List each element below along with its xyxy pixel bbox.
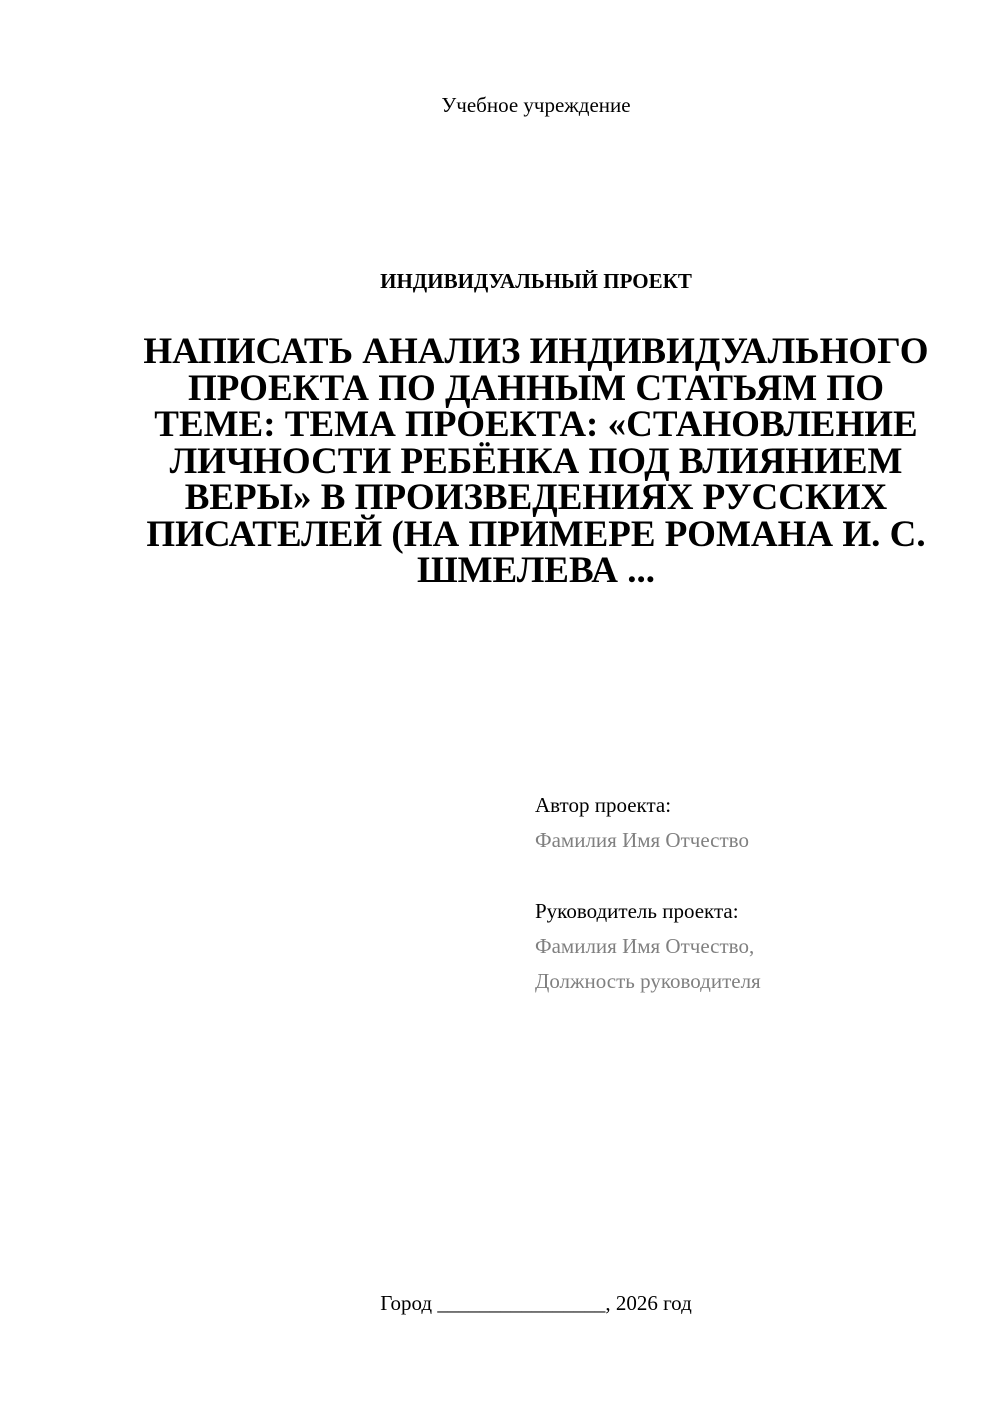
supervisor-block <box>535 894 975 999</box>
author-block <box>535 788 975 858</box>
author-name: Фамилия Имя Отчество <box>535 828 749 852</box>
institution-name: Учебное учреждение <box>441 93 631 117</box>
document-type: ИНДИВИДУАЛЬНЫЙ ПРОЕКТ <box>380 269 692 293</box>
city-year: Город ________________, 2026 год <box>380 1291 692 1315</box>
document-title: НАПИСАТЬ АНАЛИЗ ИНДИВИДУАЛЬНОГО ПРОЕКТА ПО ДАННЫМ СТАТЬЯМ ПО ТЕМЕ: ТЕМА ПРОЕКТА: «СТАНОВЛЕНИЕ ЛИЧНОСТИ РЕБЁНКА ПОД ВЛИЯНИЕМ ВЕРЫ» В ПРОИЗВЕДЕНИЯХ РУССКИХ ПИСАТЕЛЕЙ (НА ПРИМЕРЕ РОМАНА И. С. ШМЕЛЕВА ... <box>143 331 929 591</box>
author-label: Автор проекта: <box>535 793 672 817</box>
supervisor-position: Должность руководителя <box>535 969 761 993</box>
supervisor-name: Фамилия Имя Отчество, <box>535 934 755 958</box>
supervisor-label: Руководитель проекта: <box>535 899 739 923</box>
